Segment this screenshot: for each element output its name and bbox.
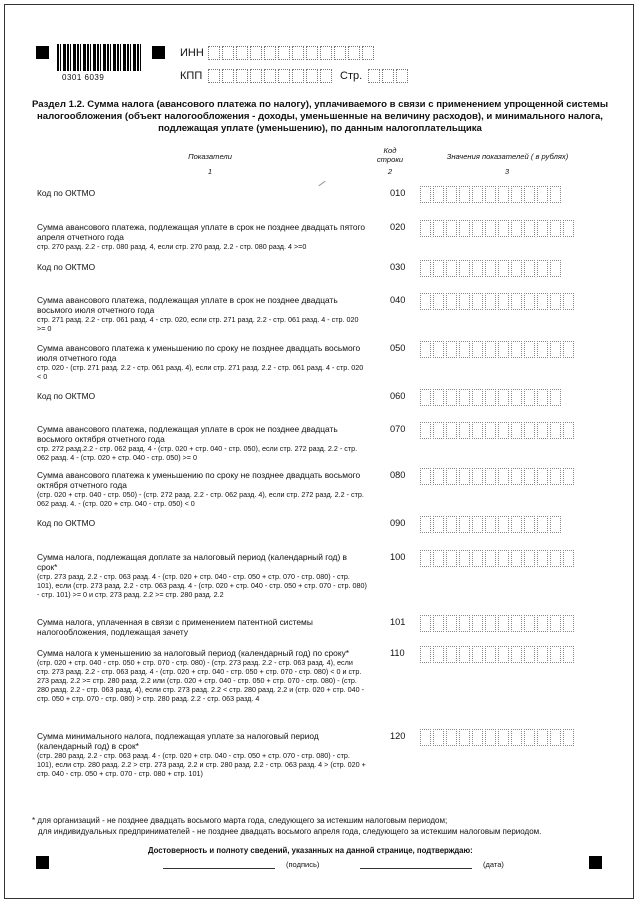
row-label: Сумма налога, уплаченная в связи с применением патентной системы налогообложения, подлежащая зачету [37,617,313,637]
row-label: Сумма минимального налога, подлежащая уплате за налоговый период (календарный год) в срок* [37,731,319,751]
row-label: Сумма авансового платежа, подлежащая уплате в срок не позднее двадцать восьмого октября отчетного года [37,424,338,444]
corner-marker-top-left [36,46,49,59]
kpp-label: КПП [180,70,203,82]
amount-input[interactable] [420,422,576,439]
row-code: 040 [390,295,406,305]
signature-label: (подпись) [286,860,320,869]
col-header-values: Значения показателей ( в рублях) [446,152,569,161]
footnote-line-2: для индивидуальных предпринимателей - не позднее двадцать восьмого апреля года, следующего за истекшим налоговым периодом. [38,827,542,836]
signature-confirm-text: Достоверность и полноту сведений, указанных на данной странице, подтверждаю: [148,846,473,855]
amount-input[interactable] [420,341,576,358]
oktmo-input[interactable] [420,516,563,533]
oktmo-input[interactable] [420,389,563,406]
col-number-2: 2 [387,167,393,176]
amount-input[interactable] [420,615,576,632]
row-label: Сумма авансового платежа к уменьшению по сроку не позднее двадцать восьмого июля отчетного года [37,343,361,363]
col-header-code-line2: строки [376,155,404,164]
inn-cells[interactable] [208,46,376,60]
inn-label: ИНН [180,47,204,59]
oktmo-input[interactable] [420,260,563,277]
row-code: 060 [390,391,406,401]
row-label: Код по ОКТМО [37,391,96,401]
barcode-number: 0301 6039 [62,73,105,82]
row-label: Сумма авансового платежа, подлежащая уплате в срок не позднее двадцать пятого апреля отчетного года [37,222,366,242]
row-code: 100 [390,552,406,562]
row-label: Сумма авансового платежа к уменьшению по сроку не позднее двадцать восьмого октября отчетного года [37,470,361,490]
row-code: 110 [390,648,405,658]
row-formula: (стр. 280 разд. 2.2 - стр. 063 разд. 4 - (стр. 020 + стр. 040 - стр. 050 + стр. 070 - стр. 080) - стр. 101), если стр. 280 разд. 2.2 > стр. 273 разд. 2.2 и стр. 280 разд. 2.2 - стр. 063 разд. 4 > (стр. 020 + стр. 040 - стр. 050 + стр. 070 - стр. 080 + стр. 101) [37,751,366,778]
row-formula: стр. 272 разд.2.2 - стр. 062 разд. 4 - (стр. 020 + стр. 040 - стр. 050), если стр. 272 разд. 2.2 - стр. 062 разд. 4 - (стр. 020 + стр. 040 - стр. 050) >= 0 [37,444,358,462]
col-number-3: 3 [504,167,510,176]
row-label: Код по ОКТМО [37,188,96,198]
page-cells[interactable] [368,69,410,83]
corner-marker-bottom-right [589,856,602,869]
row-formula: стр. 270 разд. 2.2 - стр. 080 разд. 4, если стр. 270 разд. 2.2 - стр. 080 разд. 4 >=0 [37,242,307,251]
amount-input[interactable] [420,646,576,663]
row-code: 090 [390,518,406,528]
barcode [57,44,141,71]
col-header-code-line1: Код [383,146,397,155]
amount-input[interactable] [420,729,576,746]
row-code: 080 [390,470,406,480]
row-label: Код по ОКТМО [37,262,96,272]
date-line[interactable] [360,868,472,869]
row-code: 020 [390,222,406,232]
amount-input[interactable] [420,220,576,237]
row-label: Сумма налога, подлежащая доплате за налоговый период (календарный год) в срок* [37,552,348,572]
row-code: 070 [390,424,406,434]
row-label: Код по ОКТМО [37,518,96,528]
row-label: Сумма авансового платежа, подлежащая уплате в срок не позднее двадцать восьмого июля отчетного года [37,295,338,315]
amount-input[interactable] [420,550,576,567]
kpp-cells[interactable] [208,69,334,83]
footnote-line-1: * для организаций - не позднее двадцать восьмого марта года, следующего за истекшим налоговым периодом; [32,816,448,825]
amount-input[interactable] [420,293,576,310]
row-label: Сумма налога к уменьшению за налоговый период (календарный год) по сроку* [37,648,350,658]
row-formula: стр. 271 разд. 2.2 - стр. 061 разд. 4 - стр. 020, если стр. 271 разд. 2.2 - стр. 061 разд. 4 - стр. 020 >= 0 [37,315,359,333]
row-code: 101 [390,617,406,627]
col-header-indicators: Показатели [188,152,232,161]
date-label: (дата) [483,860,504,869]
row-formula: (стр. 020 + стр. 040 - стр. 050) - (стр. 272 разд. 2.2 - стр. 062 разд. 4), если стр. 272 разд. 2.2 - стр. 062 разд. 4. - (стр. 020 + стр. 040 - стр. 050) < 0 [37,490,364,508]
section-title: Раздел 1.2. Сумма налога (авансового платежа по налогу), уплачиваемого в связи с применением упрощенной системы налогообложения (объект налогообложения - доходы, уменьшенные на величину расходов), и минимального налога, подлежащая уплате (уменьшению), по данным налогоплательщика [31,99,609,135]
corner-marker-top-right [152,46,165,59]
col-number-1: 1 [207,167,213,176]
signature-line[interactable] [163,868,275,869]
row-code: 120 [390,731,406,741]
oktmo-input[interactable] [420,186,563,203]
page-label: Стр. [340,70,363,82]
row-formula: (стр. 273 разд. 2.2 - стр. 063 разд. 4 - (стр. 020 + стр. 040 - стр. 050 + стр. 070 - стр. 080) - стр. 101), если (стр. 273 разд. 2.2 - стр. 063 разд. 4 - (стр. 020 + стр. 040 - стр. 050 + стр. 070 - стр. 080) - стр. 101) >= 0 и стр. 273 разд. 2.2 >= стр. 280 разд. 2.2 [37,572,367,599]
row-formula: стр. 020 - (стр. 271 разд. 2.2 - стр. 061 разд. 4), если стр. 271 разд. 2.2 - стр. 061 разд. 4 - стр. 020 < 0 [37,363,364,381]
row-code: 050 [390,343,406,353]
corner-marker-bottom-left [36,856,49,869]
row-code: 010 [390,188,406,198]
row-formula: (стр. 020 + стр. 040 - стр. 050 + стр. 070 - стр. 080) - (стр. 273 разд. 2.2 - стр. 063 разд. 4), если стр. 273 разд. 2.2 - стр. 063 разд. 4 - (стр. 020 + стр. 040 - стр. 050 + стр. 070 - стр. 080) < 0 и стр. 273 разд. 2.2 >= стр. 280 разд. 2.2 или (стр. 020 + стр. 040 - стр. 050 + стр. 070 - стр. 080) - (стр. 280 разд. 2.2 - стр. 063 разд. 4), если стр. 273 разд. 2.2 < стр. 280 разд. 2.2 и (стр. 020 + стр. 040 - стр. 050 + стр. 070 - стр. 080) > стр. 280 разд. 2.2 - стр. 063 разд. 4 [37,658,364,703]
amount-input[interactable] [420,468,576,485]
row-code: 030 [390,262,406,272]
